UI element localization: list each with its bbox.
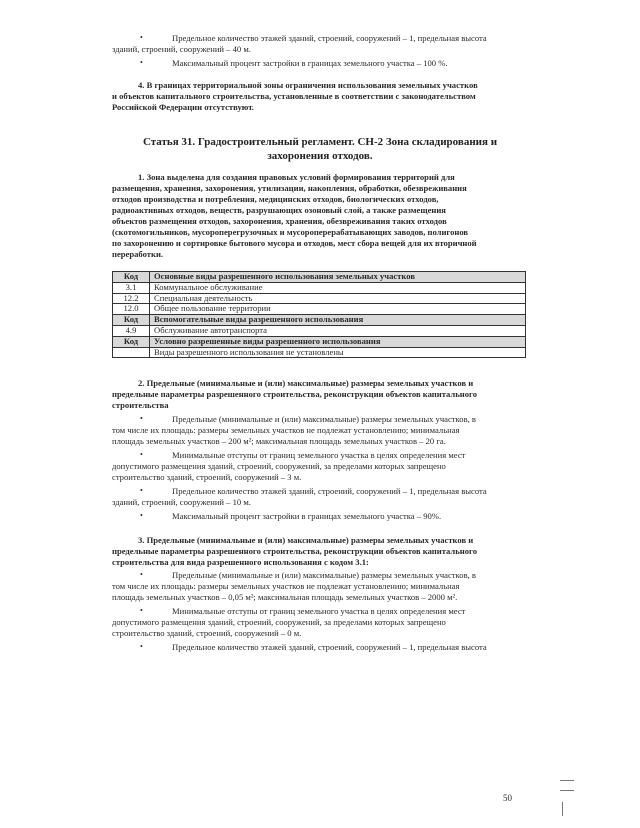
table-row xyxy=(113,347,526,358)
text-line: зданий, строений, сооружений – 10 м. xyxy=(112,497,251,507)
scan-edge-mark xyxy=(562,802,563,816)
text-line: Минимальные отступы от границ земельного участка в целях определения мест xyxy=(172,450,466,460)
para3-title: строительства для вида разрешенного использования с кодом 3.1: xyxy=(112,557,369,567)
bullet-dot: • xyxy=(140,450,143,459)
bullet-dot: • xyxy=(140,642,143,651)
table-cell-code xyxy=(113,347,150,358)
table-section-row xyxy=(113,336,526,347)
text-line: зданий, строений, сооружений – 40 м. xyxy=(112,44,251,54)
para1-line: отходов производства и потребления, медицинских отходов, биологических отходов, xyxy=(112,194,439,204)
paragraph-4: 4. В границах территориальной зоны ограничения использования земельных участков xyxy=(138,80,478,90)
table-cell-code: 3.1 xyxy=(113,282,150,293)
table-cell-name: Общее пользование территории xyxy=(150,304,526,315)
para1-line: размещения, хранения, захоронения, утилизации, накопления, обработки, обезвреживания xyxy=(112,183,467,193)
text-line: Минимальные отступы от границ земельного участка в целях определения мест xyxy=(172,606,466,616)
paragraph-4: Российской Федерации отсутствуют. xyxy=(112,102,254,112)
para2-title: 2. Предельные (минимальные и (или) максимальные) размеры земельных участков и xyxy=(138,378,474,388)
para1-line: 1. Зона выделена для создания правовых условий формирования территорий для xyxy=(138,172,455,182)
article-heading: захоронения отходов. xyxy=(267,150,373,162)
text-line: Предельные (минимальные и (или) максимальные) размеры земельных участков, в xyxy=(172,570,476,580)
bullet-dot: • xyxy=(140,511,143,520)
table-row xyxy=(113,293,526,304)
land-use-table xyxy=(112,271,526,358)
table-cell-name: Обслуживание автотранспорта xyxy=(150,325,526,336)
para1-line: по захоронению и сортировке бытового мусора и отходов, мест сбора вещей для их вторичной xyxy=(112,238,477,248)
para1-line: (скотомогильников, мусороперегрузочных и мусороперерабатывающих заводов, полигонов xyxy=(112,227,469,237)
text-line: строительство зданий, строений, сооружений – 0 м. xyxy=(112,628,302,638)
text-line: Предельные (минимальные и (или) максимальные) размеры земельных участков, в xyxy=(172,414,476,424)
text-line: Максимальный процент застройки в границах земельного участка – 100 %. xyxy=(172,58,448,68)
bullet-dot: • xyxy=(140,58,143,67)
table-cell-name: Виды разрешенного использования не установлены xyxy=(150,347,526,358)
para1-line: радиоактивных отходов, веществ, разрушающих озоновый слой, а также размещения xyxy=(112,205,446,215)
table-section-title: Условно разрешенные виды разрешенного использования xyxy=(150,336,526,347)
table-row xyxy=(113,304,526,315)
text-line: допустимого размещения зданий, строений, сооружений, за пределами которых запрещено xyxy=(112,617,446,627)
paragraph-4: и объектов капитального строительства, установленные в соответствии с законодательством xyxy=(112,91,476,101)
text-line: допустимого размещения зданий, строений, сооружений, за пределами которых запрещено xyxy=(112,461,446,471)
bullet-dot: • xyxy=(140,570,143,579)
article-heading: Статья 31. Градостроительный регламент. СН-2 Зона складирования и xyxy=(142,136,498,148)
text-line: том числе их площадь: размеры земельных участков не подлежат установлению; минимальная xyxy=(112,581,460,591)
bullet-dot: • xyxy=(140,33,143,42)
text-line: Максимальный процент застройки в границах земельного участка – 90%. xyxy=(172,511,442,521)
table-header-row xyxy=(113,272,526,283)
para1-line: переработки. xyxy=(112,249,164,259)
table-cell-code: 12.2 xyxy=(113,293,150,304)
bullet-dot: • xyxy=(140,414,143,423)
table-row xyxy=(113,282,526,293)
scan-edge-mark xyxy=(560,780,574,781)
text-line: площадь земельных участков – 0,05 м²; максимальная площадь земельных участков – 2000 м². xyxy=(112,592,458,602)
text-line: строительство зданий, строений, сооружений – 3 м. xyxy=(112,472,302,482)
bullet-dot: • xyxy=(140,606,143,615)
para2-title: строительства xyxy=(112,400,169,410)
text-line: том числе их площадь: размеры земельных участков не подлежат установлению; минимальная xyxy=(112,425,460,435)
table-section-row xyxy=(113,315,526,326)
table-cell-code: 12.0 xyxy=(113,304,150,315)
table-header-title: Основные виды разрешенного использования земельных участков xyxy=(150,272,526,283)
table-header-code: Код xyxy=(113,272,150,283)
table-section-code: Код xyxy=(113,315,150,326)
text-line: площадь земельных участков – 200 м²; максимальная площадь земельных участков – 20 га. xyxy=(112,436,446,446)
table-cell-name: Специальная деятельность xyxy=(150,293,526,304)
text-line: Предельное количество этажей зданий, строений, сооружений – 1, предельная высота xyxy=(172,486,487,496)
scan-edge-mark xyxy=(560,790,574,791)
para2-title: предельные параметры разрешенного строительства, реконструкции объектов капитального xyxy=(112,389,477,399)
table-cell-code: 4.9 xyxy=(113,325,150,336)
para3-title: предельные параметры разрешенного строительства, реконструкции объектов капитального xyxy=(112,546,477,556)
para1-line: объектов размещения отходов, захоронения, хранения, обезвреживания таких отходов xyxy=(112,216,447,226)
bullet-dot: • xyxy=(140,486,143,495)
para3-title: 3. Предельные (минимальные и (или) максимальные) размеры земельных участков и xyxy=(138,535,474,545)
page-number: 50 xyxy=(503,793,512,803)
table-section-code: Код xyxy=(113,336,150,347)
text-line: Предельное количество этажей зданий, строений, сооружений – 1, предельная высота xyxy=(172,642,487,652)
table-cell-name: Коммунальное обслуживание xyxy=(150,282,526,293)
table-row xyxy=(113,325,526,336)
table-section-title: Вспомогательные виды разрешенного использования xyxy=(150,315,526,326)
text-line: Предельное количество этажей зданий, строений, сооружений – 1, предельная высота xyxy=(172,33,487,43)
